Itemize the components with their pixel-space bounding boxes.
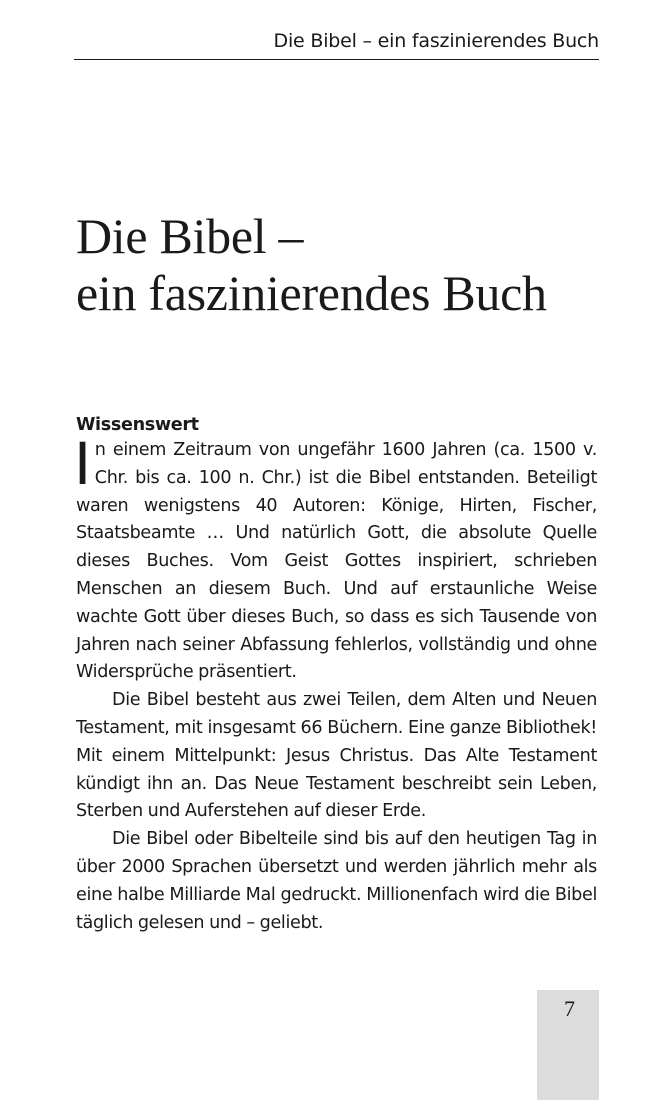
paragraph-3: Die Bibel oder Bibelteile sind bis auf den heutigen Tag in über 2000 Sprachen übersetzt und werden jährlich mehr als eine halbe Milliarde Mal gedruckt. Millionenfach wird die Bibel täglich gelesen und – geliebt. (76, 829, 597, 933)
chapter-title (76, 208, 636, 322)
drop-cap: I (74, 430, 91, 498)
section-heading: Wissenswert (76, 415, 199, 435)
chapter-title-line-1: Die Bibel – (76, 208, 304, 264)
chapter-title-line-2: ein faszinierendes Buch (76, 265, 547, 321)
paragraph-1-text: n einem Zeitraum von ungefähr 1600 Jahren (ca. 1500 v. Chr. bis ca. 100 n. Chr.) ist die Bibel entstanden. Beteiligt waren wenigstens 40 Autoren: Könige, Hirten, Fischer, Staatsbeamte … Und natürlich Gott, die absolute Quelle dieses Buches. Vom Geist Gottes inspiriert, schrieben Menschen an diesem Buch. Und auf erstaunliche Weise wachte Gott über dieses Buch, so dass es sich Tausende von Jahren nach seiner Abfassung fehlerlos, vollständig und ohne Widersprüche präsentiert. (76, 440, 597, 683)
page-number: 7 (564, 996, 575, 1021)
body-text (76, 413, 597, 937)
paragraph-2: Die Bibel besteht aus zwei Teilen, dem Alten und Neuen Testament, mit insgesamt 66 Büchern. Eine ganze Bibliothek! Mit einem Mittelpunkt: Jesus Christus. Das Alte Testament kündigt ihn an. Das Neue Testament beschreibt sein Leben, Sterben und Auferstehen auf dieser Erde. (76, 690, 597, 822)
paragraph-1 (74, 430, 597, 687)
page-number-tab (537, 990, 599, 1100)
running-head: Die Bibel – ein faszinierendes Buch (74, 30, 599, 60)
